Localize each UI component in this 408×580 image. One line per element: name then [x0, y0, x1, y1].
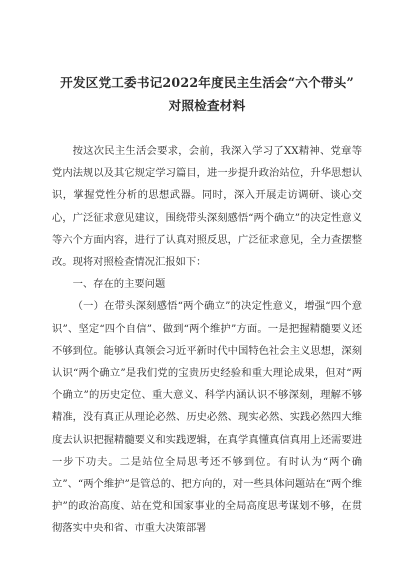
section-heading: 一、存在的主要问题	[72, 278, 166, 291]
document-title-line1: 开发区党工委书记2022年度民主生活会“六个带头”	[60, 75, 354, 90]
document-body	[52, 140, 362, 540]
section-paragraph: （一）在带头深刻感悟“两个确立”的决定性意义，增强“四个意识”、坚定“四个自信”、做到“两个维护”方面。一是把握精髓要义还不够到位。能够认真领会习近平新时代中国特色社会主义思想，深刻认识“两个确立”是我们党的宝贵历史经验和重大理论成果，但对“两个确立”的历史定位、重大意义、科学内涵认识不够深刻，理解不够精准，没有真正从理论必然、历史必然、现实必然、实践必然四大维度去认识把握精髓要义和实践逻辑，在真学真懂真信真用上还需要进一步下功夫。二是站位全局思考还不够到位。有时认为“两个确立”、“两个维护”是管总的、把方向的，对一些具体问题站在“两个维护”的政治高度、站在党和国家事业的全局高度思考谋划不够，在贯彻落实中央和省、市重大决策部署	[52, 300, 362, 535]
intro-paragraph: 按这次民主生活会要求，会前，我深入学习了XX精神、党章等党内法规以及其它规定学习篇目，进一步提升政治站位，升华思想认识，掌握党性分析的思想武器。同时，深入开展走访调研、谈心交心，广泛征求意见建议，围绕带头深刻感悟“两个确立”的决定性意义等六个方面内容，进行了认真对照反思，广泛征求意见，全力查摆整改。现将对照检查情况汇报如下：	[52, 145, 362, 269]
document-title-line2: 对照检查材料	[168, 98, 246, 113]
